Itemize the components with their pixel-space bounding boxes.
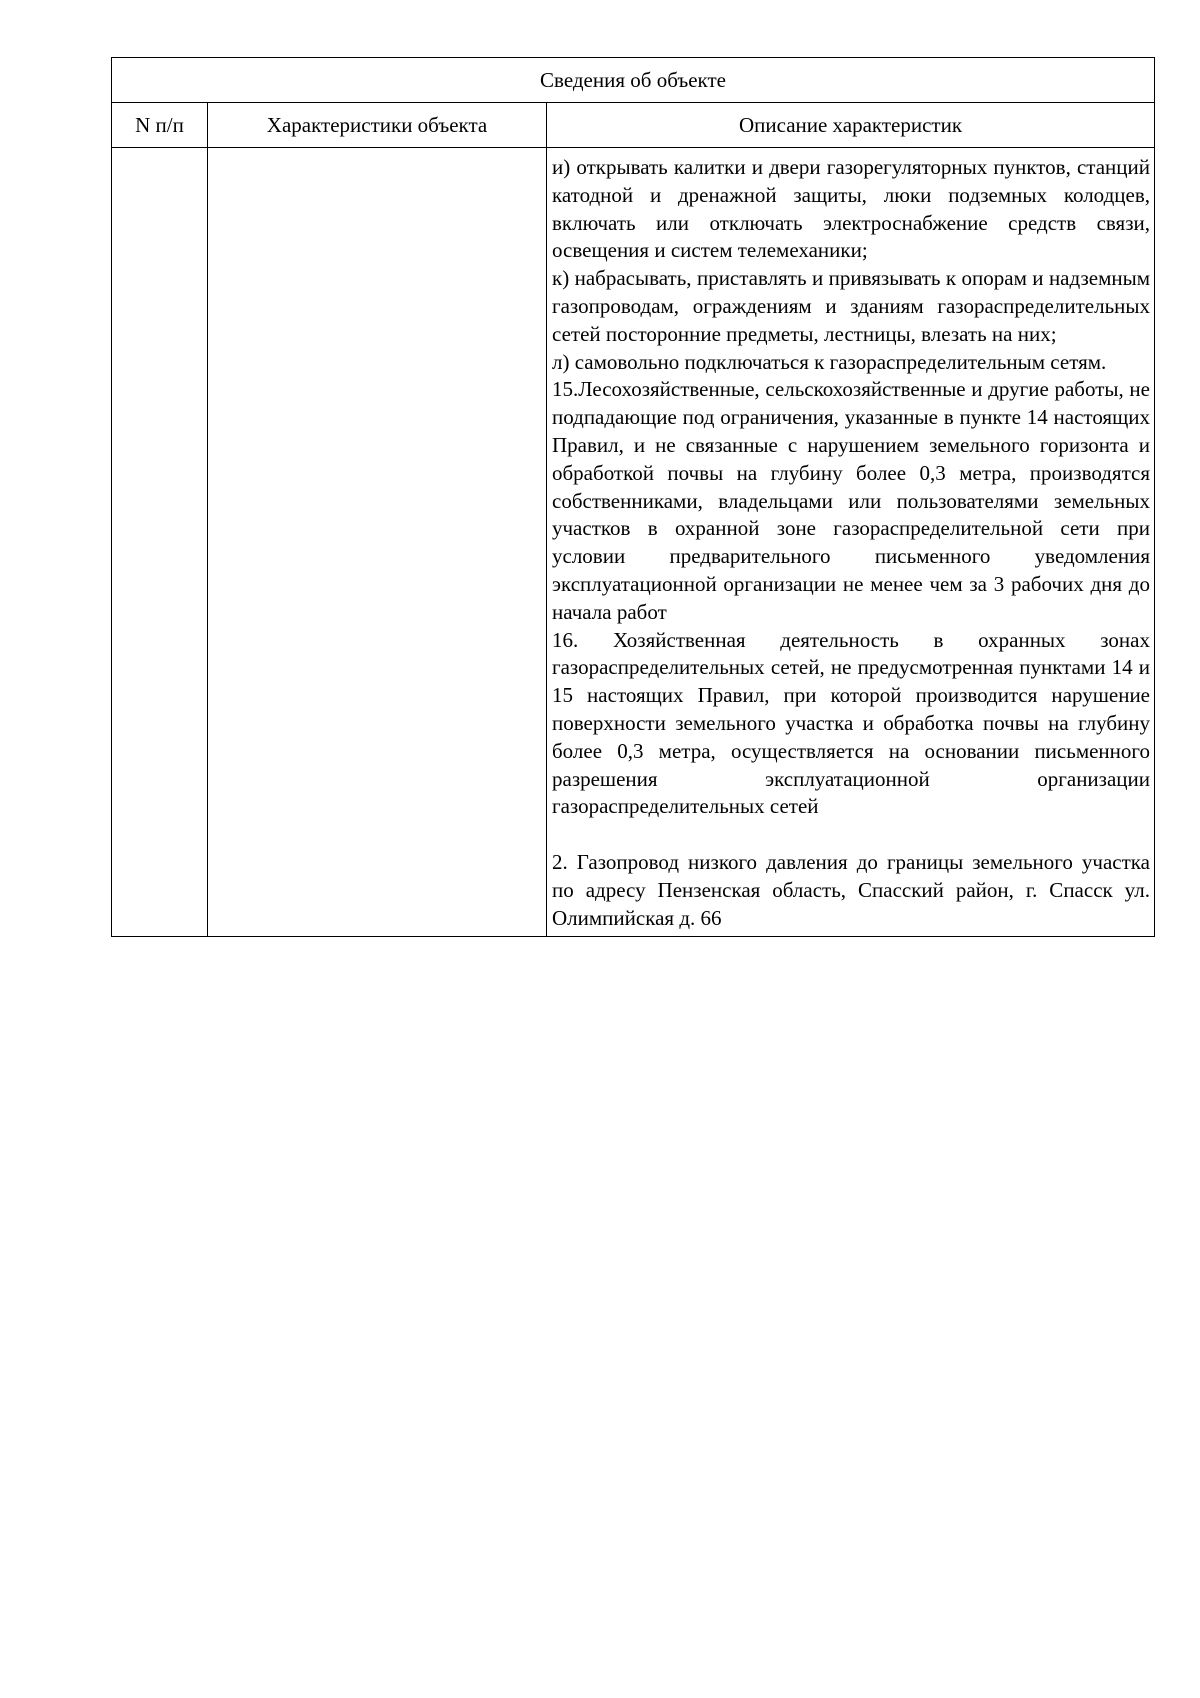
header-characteristics: Характеристики объекта — [208, 103, 547, 148]
table-caption-row — [112, 58, 1155, 103]
header-description: Описание характеристик — [547, 103, 1155, 148]
header-num: N п/п — [112, 103, 208, 148]
paragraph-gas-pipeline: 2. Газопровод низкого давления до границы земельного участка по адресу Пензенская область, Спасский район, г. Спасск ул. Олимпийская д. 66 — [552, 849, 1150, 930]
cell-description — [547, 148, 1155, 937]
paragraph-k: к) набрасывать, приставлять и привязывать к опорам и надземным газопроводам, ограждениям и зданиям газораспределительных сетей посторонние предметы, лестницы, влезать на них; — [552, 266, 1150, 346]
table-header-row — [112, 103, 1155, 148]
table-caption: Сведения об объекте — [112, 58, 1155, 103]
cell-num — [112, 148, 208, 937]
paragraph-l: л) самовольно подключаться к газораспределительным сетям. — [552, 349, 1107, 374]
table-row — [112, 148, 1155, 937]
cell-characteristics — [208, 148, 547, 937]
object-info-table — [111, 57, 1155, 937]
paragraph-i: и) открывать калитки и двери газорегуляторных пунктов, станций катодной и дренажной защиты, люки подземных колодцев, включать или отключать электроснабжение средств связи, освещения и систем телемеханики; — [552, 155, 1150, 263]
paragraph-15: 15.Лесохозяйственные, сельскохозяйственные и другие работы, не подпадающие под ограничения, указанные в пункте 14 настоящих Правил, и не связанные с нарушением земельного горизонта и обработкой почвы на глубину более 0,3 метра, производятся собственниками, владельцами или пользователями земельных участков в охранной зоне газораспределительной сети при условии предварительного письменного уведомления эксплуатационной организации не менее чем за 3 рабочих дня до начала работ — [552, 377, 1150, 624]
paragraph-spacer — [552, 821, 1150, 849]
paragraph-16: 16. Хозяйственная деятельность в охранных зонах газораспределительных сетей, не предусмотренная пунктами 14 и 15 настоящих Правил, при которой производится нарушение поверхности земельного участка и обработка почвы на глубину более 0,3 метра, осуществляется на основании письменного разрешения эксплуатационной организации газораспределительных сетей — [552, 627, 1150, 819]
